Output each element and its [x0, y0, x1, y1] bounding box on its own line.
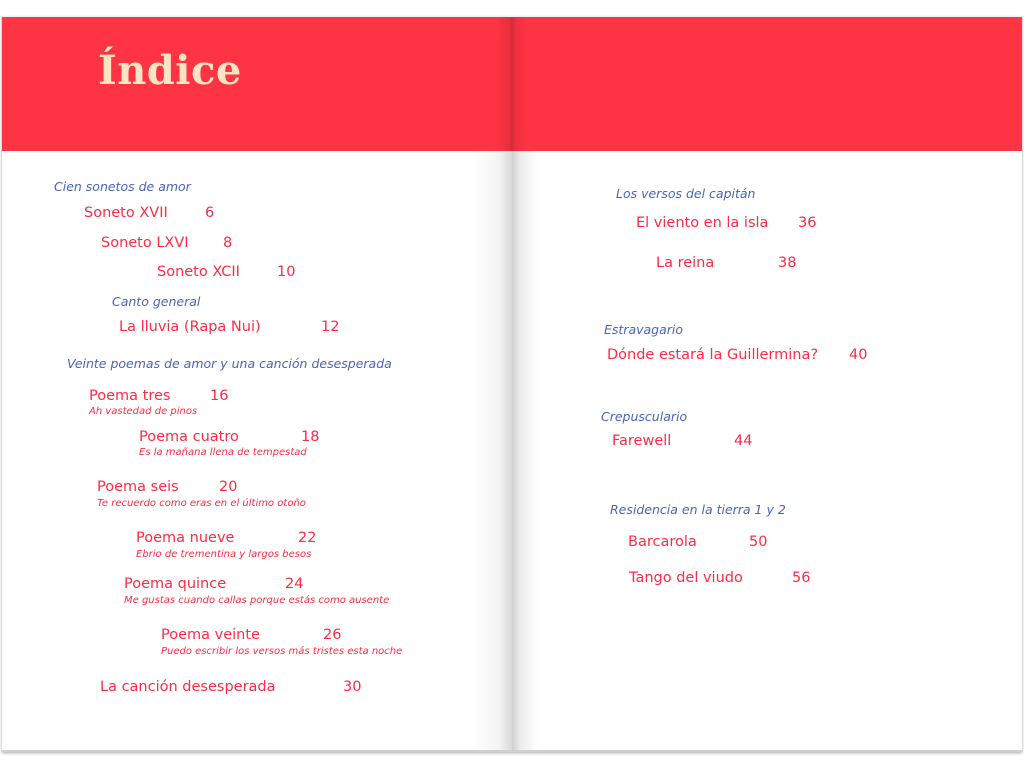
page-number: 56	[792, 570, 811, 586]
page-number: 8	[223, 235, 233, 251]
page-number: 36	[798, 215, 817, 231]
toc-entry[interactable]	[100, 679, 362, 695]
section-title: Cien sonetos de amor	[54, 179, 191, 194]
page-number: 12	[321, 319, 340, 335]
page-title: Índice	[98, 47, 242, 94]
first-line: Te recuerdo como eras en el último otoño	[97, 498, 306, 509]
toc-entry[interactable]	[89, 388, 229, 404]
toc-entry[interactable]	[101, 235, 233, 251]
page-number: 30	[343, 679, 362, 695]
toc-entry[interactable]	[124, 576, 304, 592]
page-number: 50	[749, 534, 768, 550]
section-title: Estravagario	[604, 322, 684, 337]
entry-title: Dónde estará la Guillermina?	[607, 347, 819, 363]
entry-title: La canción desesperada	[100, 679, 276, 695]
page-number: 40	[849, 347, 868, 363]
section-title: Residencia en la tierra 1 y 2	[610, 502, 786, 517]
toc-entry[interactable]	[612, 433, 753, 449]
entry-title: Poema veinte	[161, 627, 260, 643]
entry-title: Poema quince	[124, 576, 227, 592]
first-line: Ah vastedad de pinos	[89, 406, 198, 417]
page-number: 16	[210, 388, 229, 404]
page-number: 10	[277, 264, 296, 280]
toc-entry[interactable]	[97, 479, 238, 495]
right-page	[512, 151, 1022, 752]
page-number: 18	[301, 429, 320, 445]
entry-title: Poema nueve	[136, 530, 235, 546]
entry-title: El viento en la isla	[636, 215, 769, 231]
entry-title: Tango del viudo	[629, 570, 743, 586]
toc-entry[interactable]	[161, 627, 342, 643]
first-line: Ebrio de trementina y largos besos	[136, 549, 312, 560]
entry-title: Barcarola	[628, 534, 697, 550]
book-spread	[2, 17, 1022, 752]
toc-entry[interactable]	[607, 347, 868, 363]
page-number: 24	[285, 576, 304, 592]
page-number: 26	[323, 627, 342, 643]
entry-title: Soneto XVII	[84, 205, 168, 221]
toc-entry[interactable]	[139, 429, 320, 445]
page-number: 20	[219, 479, 238, 495]
section-title: Veinte poemas de amor y una canción desesperada	[67, 356, 392, 371]
entry-title: Poema cuatro	[139, 429, 239, 445]
page-number: 6	[205, 205, 215, 221]
section-title: Crepusculario	[601, 409, 688, 424]
toc-entry[interactable]	[157, 264, 296, 280]
toc-entry[interactable]	[136, 530, 317, 546]
entry-title: Poema seis	[97, 479, 179, 495]
entry-title: La reina	[656, 255, 715, 271]
left-page	[2, 151, 512, 752]
toc-entry[interactable]	[119, 319, 340, 335]
page-number: 22	[298, 530, 317, 546]
toc-entry[interactable]	[84, 205, 215, 221]
page-edge	[2, 750, 1022, 752]
toc-entry[interactable]	[636, 215, 817, 231]
entry-title: Farewell	[612, 433, 672, 449]
page-number: 44	[734, 433, 753, 449]
first-line: Puedo escribir los versos más tristes esta noche	[161, 646, 403, 657]
toc-entry[interactable]	[629, 570, 811, 586]
page-number: 38	[778, 255, 797, 271]
entry-title: Poema tres	[89, 388, 171, 404]
section-title: Canto general	[112, 294, 201, 309]
entry-title: La lluvia (Rapa Nui)	[119, 319, 261, 335]
book-gutter	[498, 17, 526, 151]
toc-entry[interactable]	[656, 255, 797, 271]
first-line: Me gustas cuando callas porque estás como ausente	[124, 595, 390, 606]
first-line: Es la mañana llena de tempestad	[139, 447, 307, 458]
toc-entry[interactable]	[628, 534, 768, 550]
section-title: Los versos del capitán	[616, 186, 756, 201]
entry-title: Soneto XCII	[157, 264, 240, 280]
entry-title: Soneto LXVI	[101, 235, 189, 251]
